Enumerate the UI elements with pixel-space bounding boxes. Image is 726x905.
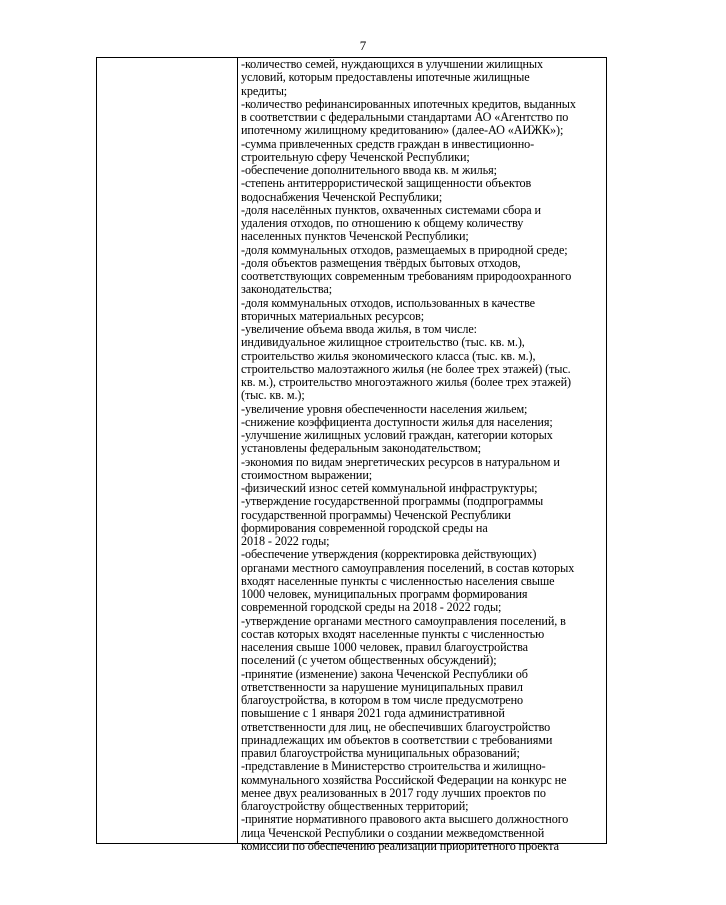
text-line: -снижение коэффициента доступности жилья для населения; <box>241 414 553 429</box>
text-line: условий, которым предоставлены ипотечные жилищные <box>241 70 530 85</box>
text-line: -утверждение органами местного самоуправления поселений, в <box>241 613 566 628</box>
text-line: -утверждение государственной программы (подпрограммы <box>241 494 544 509</box>
text-line: повышение с 1 января 2021 года административной <box>241 706 505 721</box>
text-line: законодательства; <box>241 282 332 297</box>
text-line: индивидуальное жилищное строительство (тыс. кв. м.), <box>241 335 525 350</box>
text-line: вторичных материальных ресурсов; <box>241 308 425 323</box>
text-line: -принятие нормативного правового акта высшего должностного <box>241 812 569 827</box>
text-line: комиссии по обеспечению реализации приоритетного проекта <box>241 838 559 853</box>
text-line: соответствующих современным требованиям природоохранного <box>241 269 572 283</box>
text-line: благоустройству общественных территорий; <box>241 799 469 813</box>
text-line: удаления отходов, по отношению к общему количеству <box>241 216 524 230</box>
text-line: установлены федеральным законодательством; <box>241 441 482 456</box>
text-line: 1000 человек, муниципальных программ формирования <box>241 587 528 601</box>
text-line: населенных пунктов Чеченской Республики; <box>241 229 469 244</box>
text-line: -физический износ сетей коммунальной инфраструктуры; <box>241 481 538 495</box>
text-line: -степень антитеррористической защищенности объектов <box>241 176 532 191</box>
page-number: 7 <box>359 38 367 53</box>
text-line: (тыс. кв. м.); <box>241 388 305 403</box>
text-line: строительную сферу Чеченской Республики; <box>241 149 470 164</box>
text-line: государственной программы) Чеченской Республики <box>241 507 511 522</box>
text-line: -количество рефинансированных ипотечных кредитов, выданных <box>241 96 576 111</box>
document-table <box>96 57 607 853</box>
text-line: формирования современной городской среды на <box>241 520 488 535</box>
text-line: -количество семей, нуждающихся в улучшении жилищных <box>241 57 544 71</box>
text-line: -обеспечение утверждения (корректировка действующих) <box>241 547 537 562</box>
text-line: состав которых входят населенные пункты с численностью <box>241 626 545 641</box>
text-line: принадлежащих им объектов в соответствии с требованиями <box>241 732 553 747</box>
text-line: строительство жилья экономического класса (тыс. кв. м.), <box>241 348 536 363</box>
text-line: ответственности для лиц, не обеспечивших благоустройство <box>241 719 551 734</box>
text-line: менее двух реализованных в 2017 году лучших проектов по <box>241 785 546 800</box>
text-line: -доля объектов размещения твёрдых бытовых отходов, <box>241 255 521 270</box>
text-line: правил благоустройства муниципальных образований; <box>241 746 520 760</box>
text-line: -доля коммунальных отходов, использованных в качестве <box>241 295 535 310</box>
text-line: органами местного самоуправления поселений, в состав которых <box>241 560 575 575</box>
text-line: -принятие (изменение) закона Чеченской Республики об <box>241 666 528 681</box>
text-line: кредиты; <box>241 83 288 98</box>
text-line: -обеспечение дополнительного ввода кв. м жилья; <box>241 163 497 177</box>
text-line: -увеличение объема ввода жилья, в том числе: <box>241 322 477 336</box>
text-line: водоснабжения Чеченской Республики; <box>241 189 443 204</box>
table-column-divider <box>237 58 238 843</box>
text-line: современной городской среды на 2018 - 2022 годы; <box>241 600 502 615</box>
text-line: стоимостном выражении; <box>241 467 373 482</box>
text-line: кв. м.), строительство многоэтажного жилья (более трех этажей) <box>241 375 571 389</box>
text-line: -доля коммунальных отходов, размещаемых в природной среде; <box>241 242 568 257</box>
text-line: 2018 - 2022 годы; <box>241 534 330 548</box>
text-line: коммунального хозяйства Российской Федерации на конкурс не <box>241 772 567 787</box>
text-line: -сумма привлеченных средств граждан в инвестиционно- <box>241 136 535 151</box>
text-line: -представление в Министерство строительства и жилищно- <box>241 759 546 774</box>
text-line: -увеличение уровня обеспеченности населения жильем; <box>241 401 528 416</box>
text-line: в соответствии с федеральными стандартами АО «Агентство по <box>241 110 569 124</box>
text-line: ипотечному жилищному кредитованию» (далее-АО «АИЖК»); <box>241 123 564 138</box>
text-line: ответственности за нарушение муниципальных правил <box>241 679 523 694</box>
text-line: входят населенные пункты с численностью населения свыше <box>241 573 555 588</box>
table-right-cell <box>241 58 603 853</box>
text-line: -доля населённых пунктов, охваченных системами сбора и <box>241 202 541 217</box>
text-line: населения свыше 1000 человек, правил благоустройства <box>241 640 528 654</box>
text-line: -экономия по видам энергетических ресурсов в натуральном и <box>241 454 560 469</box>
text-line: -улучшение жилищных условий граждан, категории которых <box>241 428 553 442</box>
text-line: лица Чеченской Республики о создании межведомственной <box>241 825 545 840</box>
text-line: строительство малоэтажного жилья (не более трех этажей) (тыс. <box>241 361 571 376</box>
text-line: благоустройства, в котором в том числе предусмотрено <box>241 693 524 707</box>
text-line: поселений (с учетом общественных обсуждений); <box>241 653 497 668</box>
